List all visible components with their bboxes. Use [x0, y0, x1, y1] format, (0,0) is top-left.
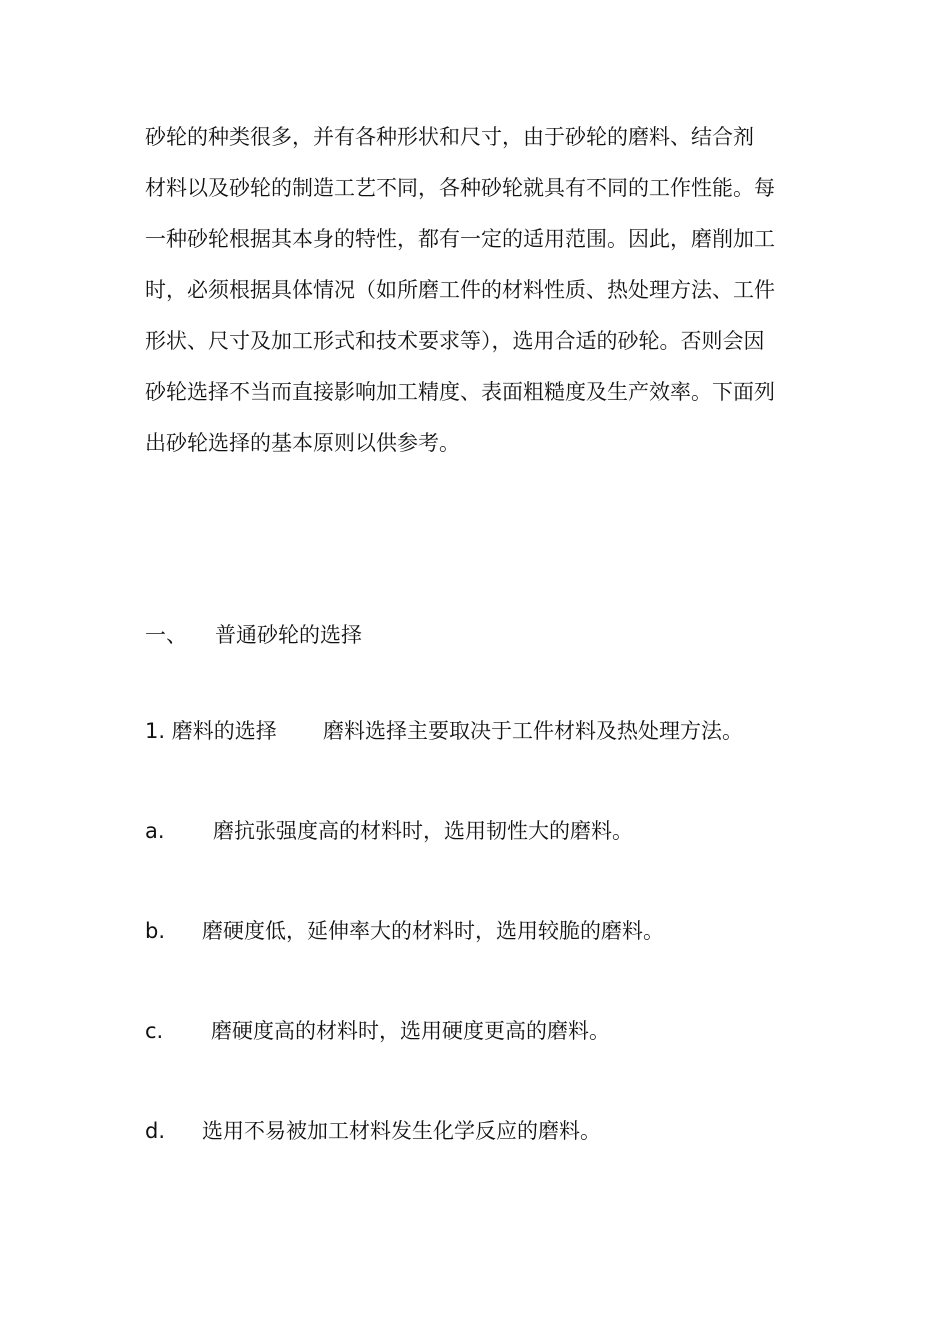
intro-paragraph	[145, 112, 815, 469]
sub-item-text: 磨抗张强度高的材料时，选用韧性大的磨料。	[213, 819, 633, 843]
sub-item-text: 磨硬度低，延伸率大的材料时，选用较脆的磨料。	[202, 919, 664, 943]
sub-item-marker: b.	[145, 919, 166, 943]
intro-line: 砂轮的种类很多，并有各种形状和尺寸，由于砂轮的磨料、结合剂	[145, 125, 754, 149]
sub-item-c	[145, 1016, 610, 1046]
sub-item-text: 磨硬度高的材料时，选用硬度更高的磨料。	[211, 1019, 610, 1043]
sub-item-marker: a.	[145, 819, 165, 843]
sub-item-d	[145, 1116, 601, 1146]
intro-line: 砂轮选择不当而直接影响加工精度、表面粗糙度及生产效率。下面列	[145, 380, 775, 404]
item-1	[145, 716, 743, 746]
intro-line: 材料以及砂轮的制造工艺不同，各种砂轮就具有不同的工作性能。每	[145, 176, 775, 200]
section-title: 普通砂轮的选择	[215, 623, 362, 647]
intro-line: 一种砂轮根据其本身的特性，都有一定的适用范围。因此，磨削加工	[145, 227, 775, 251]
item-1-text: 磨料选择主要取决于工件材料及热处理方法。	[323, 719, 743, 743]
sub-item-marker: c.	[145, 1019, 164, 1043]
section-heading	[145, 620, 362, 650]
sub-item-b	[145, 916, 664, 946]
intro-line: 出砂轮选择的基本原则以供参考。	[145, 431, 460, 455]
sub-item-marker: d.	[145, 1119, 166, 1143]
section-marker: 一、	[145, 623, 187, 647]
intro-line: 时，必须根据具体情况（如所磨工件的材料性质、热处理方法、工件	[145, 278, 775, 302]
item-1-label: 1. 磨料的选择	[145, 719, 277, 743]
sub-item-a	[145, 816, 633, 846]
intro-line: 形状、尺寸及加工形式和技术要求等），选用合适的砂轮。否则会因	[145, 329, 765, 353]
sub-item-text: 选用不易被加工材料发生化学反应的磨料。	[202, 1119, 601, 1143]
